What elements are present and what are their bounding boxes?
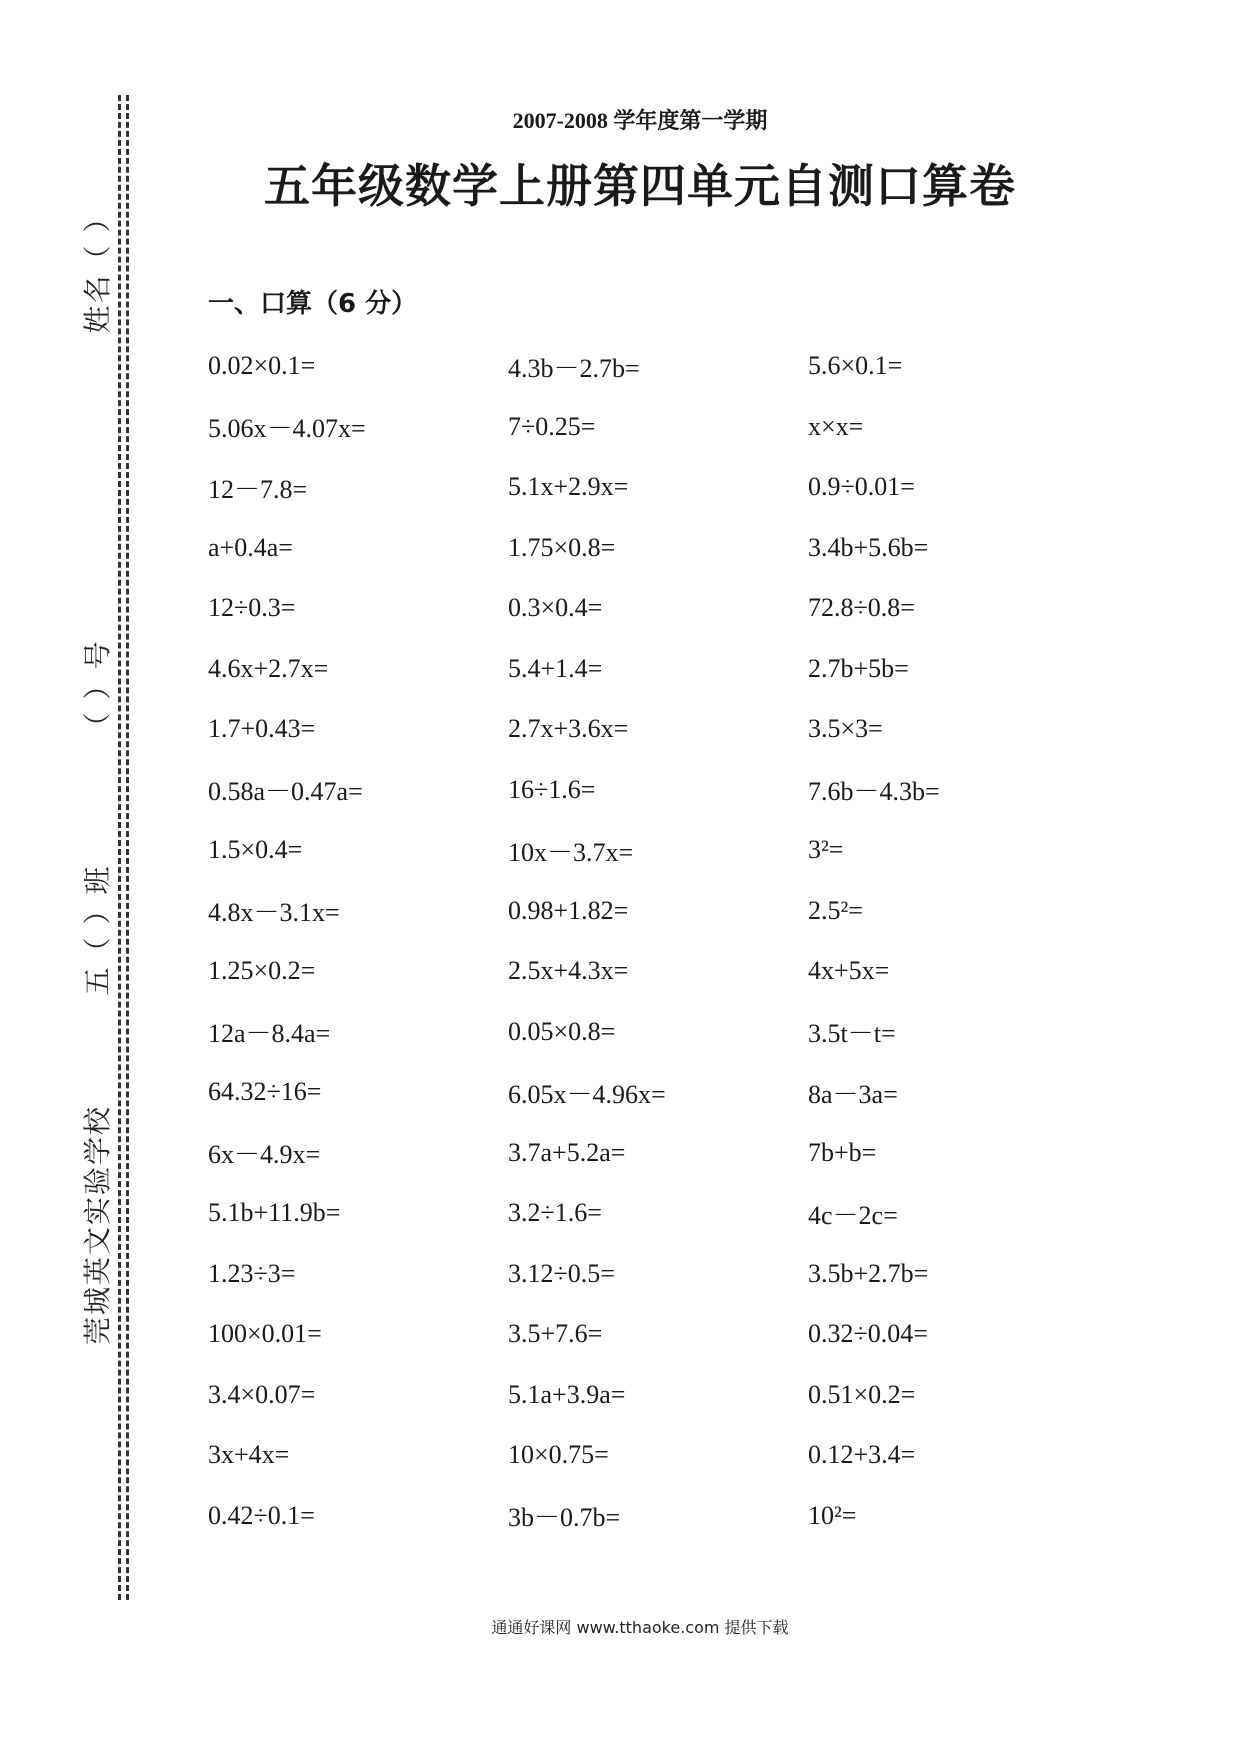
problem-row	[208, 397, 1108, 458]
school-year-subtitle: 2007-2008 学年度第一学期	[512, 108, 768, 133]
problem-item: 0.98+1.82=	[508, 895, 629, 925]
problem-row	[208, 820, 1108, 881]
section-heading: 一、口算（6 分）	[208, 289, 418, 319]
problem-item: 3.12÷0.5=	[508, 1258, 615, 1288]
problem-item: 2.7x+3.6x=	[508, 714, 629, 744]
footer-credit: 通通好课网 www.tthaoke.com 提供下载	[491, 1618, 789, 1637]
problem-item: 5.1a+3.9a=	[508, 1379, 626, 1409]
problem-row	[208, 1425, 1108, 1486]
problem-item: 3.4b+5.6b=	[808, 532, 929, 562]
problem-item: 0.12+3.4=	[808, 1440, 916, 1470]
problem-row	[208, 881, 1108, 942]
problem-item: 7b+b=	[808, 1137, 877, 1167]
problem-item: 0.02×0.1=	[208, 351, 316, 381]
problem-row	[208, 457, 1108, 518]
problem-item: 4x+5x=	[808, 956, 890, 986]
problem-item: x×x=	[808, 411, 864, 441]
problem-item: 3b－0.7b=	[508, 1503, 621, 1533]
problem-item: 5.6×0.1=	[808, 351, 903, 381]
problem-item: 0.51×0.2=	[808, 1379, 916, 1409]
problem-item: 4.8x－3.1x=	[208, 898, 340, 928]
problem-row	[208, 941, 1108, 1002]
problem-item: 2.5²=	[808, 895, 863, 925]
problem-row	[208, 760, 1108, 821]
problem-item: 1.75×0.8=	[508, 532, 616, 562]
problem-item: 0.42÷0.1=	[208, 1500, 315, 1530]
problem-item: 12－7.8=	[208, 474, 308, 504]
page-title: 五年级数学上册第四单元自测口算卷	[264, 159, 1016, 213]
problem-item: 12a－8.4a=	[208, 1019, 331, 1049]
problem-item: 4.3b－2.7b=	[508, 353, 640, 383]
problem-item: 4.6x+2.7x=	[208, 653, 329, 683]
problem-item: 0.58a－0.47a=	[208, 777, 363, 807]
problem-row	[208, 1244, 1108, 1305]
problem-item: 7.6b－4.3b=	[808, 777, 940, 807]
problem-item: 0.32÷0.04=	[808, 1319, 928, 1349]
problem-row	[208, 639, 1108, 700]
problem-item: 5.1x+2.9x=	[508, 472, 629, 502]
problem-row	[208, 1123, 1108, 1184]
problem-item: 1.25×0.2=	[208, 956, 316, 986]
problem-item: 10²=	[808, 1500, 857, 1530]
problem-row	[208, 1002, 1108, 1063]
problem-item: 8a－3a=	[808, 1079, 898, 1109]
problem-item: 3²=	[808, 835, 844, 865]
problem-item: 10×0.75=	[508, 1440, 609, 1470]
problem-item: 5.4+1.4=	[508, 653, 603, 683]
problem-item: 3.4×0.07=	[208, 1379, 316, 1409]
problem-item: 64.32÷16=	[208, 1077, 322, 1107]
problem-item: 100×0.01=	[208, 1319, 322, 1349]
problem-item: 6x－4.9x=	[208, 1140, 321, 1170]
problem-item: 3.5×3=	[808, 714, 883, 744]
problem-item: 7÷0.25=	[508, 411, 596, 441]
problem-grid	[208, 336, 1108, 1546]
problem-item: 5.1b+11.9b=	[208, 1198, 341, 1228]
problem-row	[208, 578, 1108, 639]
problem-row	[208, 699, 1108, 760]
problem-row	[208, 518, 1108, 579]
problem-row	[208, 1062, 1108, 1123]
binding-line-right	[126, 95, 129, 1600]
problem-item: 4c－2c=	[808, 1200, 898, 1230]
problem-item: 3x+4x=	[208, 1440, 290, 1470]
problem-item: 3.2÷1.6=	[508, 1198, 602, 1228]
problem-item: 12÷0.3=	[208, 593, 296, 623]
problem-row	[208, 1365, 1108, 1426]
problem-item: 0.9÷0.01=	[808, 472, 915, 502]
problem-row	[208, 1183, 1108, 1244]
problem-row	[208, 336, 1108, 397]
problem-item: 3.5t－t=	[808, 1019, 896, 1049]
problem-item: 72.8÷0.8=	[808, 593, 915, 623]
problem-item: 6.05x－4.96x=	[508, 1079, 666, 1109]
problem-item: 1.5×0.4=	[208, 835, 303, 865]
problem-item: 0.3×0.4=	[508, 593, 603, 623]
problem-item: 5.06x－4.07x=	[208, 414, 366, 444]
problem-item: 10x－3.7x=	[508, 837, 634, 867]
problem-item: a+0.4a=	[208, 532, 293, 562]
problem-row	[208, 1304, 1108, 1365]
problem-item: 3.7a+5.2a=	[508, 1137, 626, 1167]
problem-item: 1.23÷3=	[208, 1258, 296, 1288]
problem-item: 2.7b+5b=	[808, 653, 909, 683]
problem-item: 1.7+0.43=	[208, 714, 316, 744]
binding-line-left	[118, 95, 121, 1600]
problem-item: 2.5x+4.3x=	[508, 956, 629, 986]
problem-item: 0.05×0.8=	[508, 1016, 616, 1046]
problem-item: 3.5b+2.7b=	[808, 1258, 929, 1288]
problem-row	[208, 1486, 1108, 1547]
problem-item: 3.5+7.6=	[508, 1319, 603, 1349]
problem-item: 16÷1.6=	[508, 774, 596, 804]
